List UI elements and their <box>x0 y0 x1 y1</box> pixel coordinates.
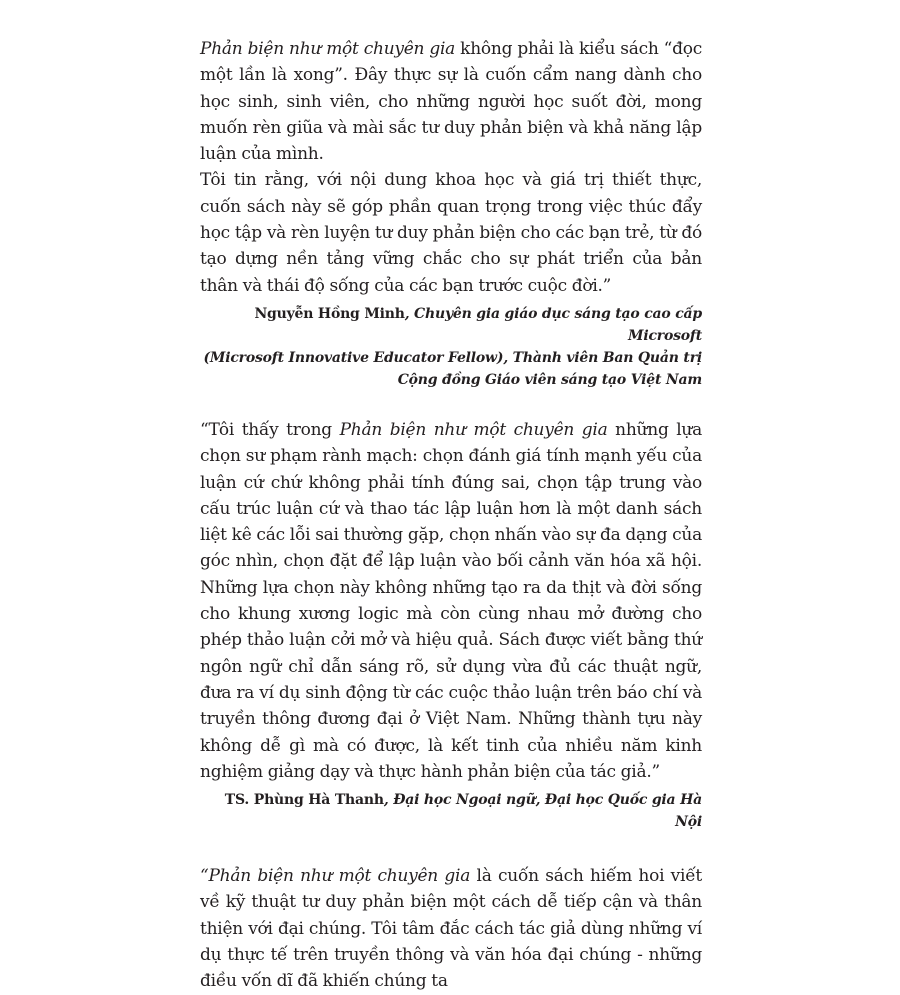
quote1-paragraph1 <box>200 36 702 167</box>
quote1-paragraph2: Tôi tin rằng, với nội dung khoa học và giá trị thiết thực, cuốn sách này sẽ góp phần quan trọng trong việc thúc đẩy học tập và rèn luyện tư duy phản biện cho các bạn trẻ, từ đó tạo dựng nền tảng vững chắc cho sự phát triển của bản thân và thái độ sống của các bạn trước cuộc đời.” <box>200 170 702 296</box>
quote1-author-role-line3: Cộng đồng Giáo viên sáng tạo Việt Nam <box>397 371 702 388</box>
quote1-author-role-line1: , Chuyên gia giáo dục sáng tạo cao cấp Microsoft <box>404 305 702 344</box>
quote1-author-name: Nguyễn Hồng Minh <box>254 305 405 322</box>
quote2-author-role: , Đại học Ngoại ngữ, Đại học Quốc gia Hà Nội <box>383 792 702 831</box>
quote1-author-role-line2: (Microsoft Innovative Educator Fellow), Thành viên Ban Quản trị <box>203 349 702 366</box>
quote2-body: những lựa chọn sư phạm rành mạch: chọn đánh giá tính mạnh yếu của luận cứ chứ không phải tính đúng sai, chọn tập trung vào cấu trúc luận cứ và thao tác lập luận hơn là một danh sách liệt kê các lỗi sai thường gặp, chọn nhấn vào sự đa dạng của góc nhìn, chọn đặt để lập luận vào bối cảnh văn hóa xã hội. Những lựa chọn này không những tạo ra da thịt và đời sống cho khung xương logic mà còn cùng nhau mở đường cho phép thảo luận cởi mở và hiệu quả. Sách được viết bằng thứ ngôn ngữ chỉ dẫn sáng rõ, sử dụng vừa đủ các thuật ngữ, đưa ra ví dụ sinh động từ các cuộc thảo luận trên báo chí và truyền thông đương đại ở Việt Nam. Những thành tựu này không dễ gì mà có được, là kết tinh của nhiều năm kinh nghiệm giảng dạy và thực hành phản biện của tác giả.” <box>200 419 703 782</box>
quote3-paragraph <box>200 863 702 994</box>
quote3-body: là cuốn sách hiếm hoi viết về kỹ thuật tư duy phản biện một cách dễ tiếp cận và thân thiện với đại chúng. Tôi tâm đắc cách tác giả dùng những ví dụ thực tế trên truyền thông và văn hóa đại chúng - những điều vốn dĩ đã khiến chúng ta <box>200 866 703 992</box>
book-title: “Phản biện như một chuyên gia <box>200 866 471 887</box>
quote1-paragraph1-text: không phải là kiểu sách “đọc một lần là xong”. Đây thực sự là cuốn cẩm nang dành cho học sinh, sinh viên, cho những người học suốt đời, mong muốn rèn giũa và mài sắc tư duy phản biện và khả năng lập luận của mình. <box>200 39 702 165</box>
book-title: Phản biện như một chuyên gia <box>339 419 608 440</box>
book-page <box>200 36 702 995</box>
quote2-paragraph <box>200 417 702 785</box>
book-title: Phản biện như một chuyên gia <box>200 39 456 59</box>
quote1-attribution <box>200 303 702 391</box>
quote2-attribution <box>200 789 702 833</box>
quote2-opening: “Tôi thấy trong <box>200 419 340 440</box>
quote2-author-name: TS. Phùng Hà Thanh <box>224 792 384 809</box>
